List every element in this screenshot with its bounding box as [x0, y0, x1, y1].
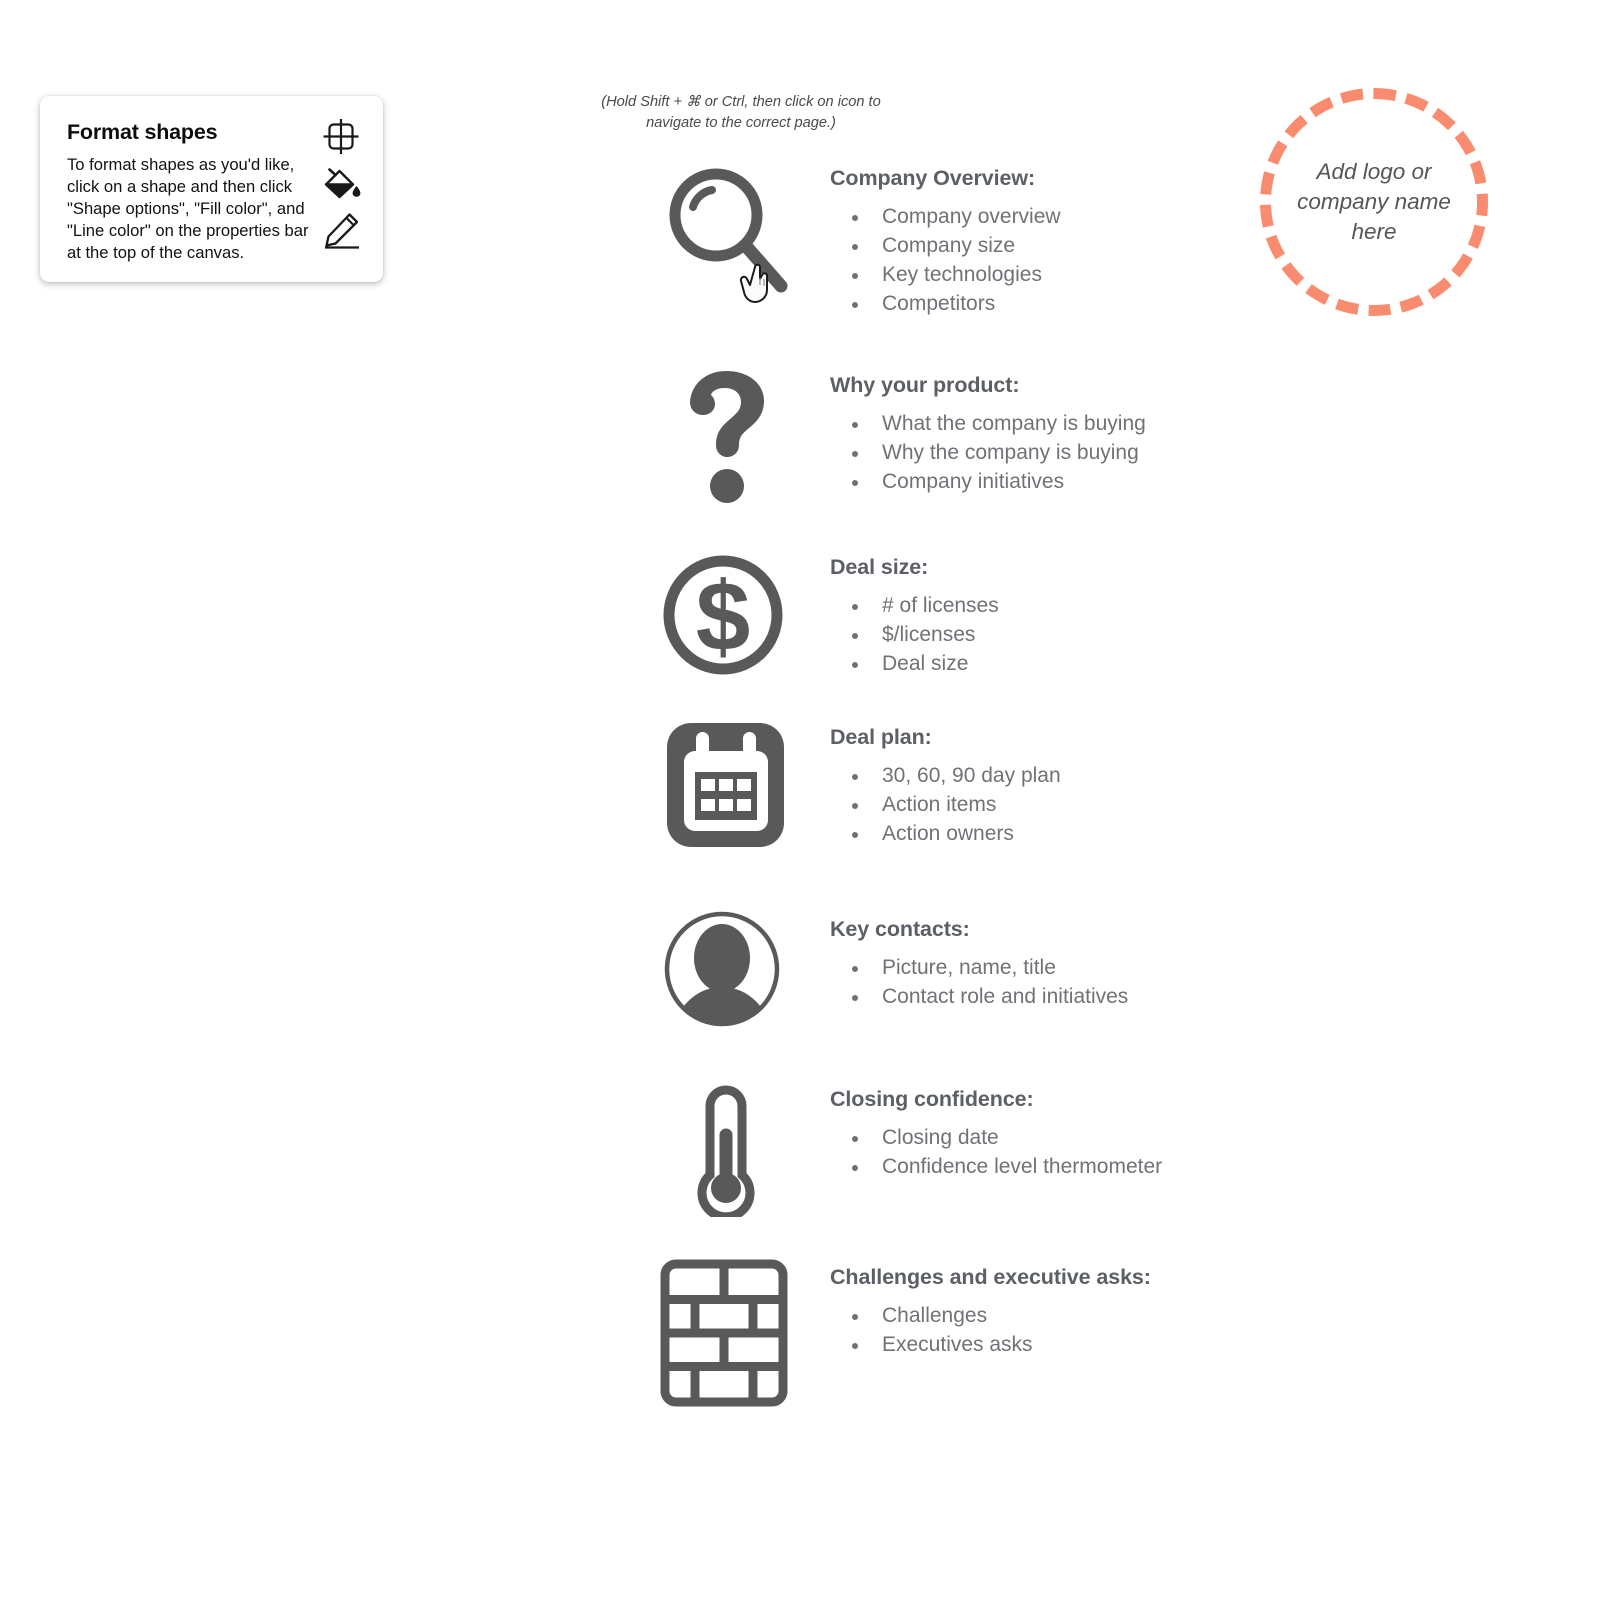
- crosshair-select-icon[interactable]: [321, 118, 361, 156]
- section-bullet-list: [830, 1302, 1151, 1360]
- section-heading: Challenges and executive asks:: [830, 1264, 1151, 1289]
- question-mark-icon[interactable]: [660, 367, 792, 507]
- section-challenges-and-executive-asks: [660, 1259, 1300, 1407]
- section-deal-size: [660, 549, 1300, 681]
- list-item: Executives asks: [830, 1331, 1151, 1360]
- section-key-contacts: [660, 911, 1300, 1033]
- section-list: [660, 160, 1300, 1407]
- list-item: Why the company is buying: [830, 439, 1146, 468]
- format-shapes-body: To format shapes as you'd like, click on a shape and then click "Shape options", "Fill color", and "Line color" on the properties bar at the top of the canvas.: [67, 155, 309, 262]
- section-bullet-list: [830, 762, 1061, 849]
- brick-wall-icon[interactable]: [660, 1259, 792, 1407]
- list-item: Company initiatives: [830, 468, 1146, 497]
- list-item: 30, 60, 90 day plan: [830, 762, 1061, 791]
- list-item: Company size: [830, 232, 1061, 261]
- section-text-block: [792, 160, 1061, 319]
- list-item: Confidence level thermometer: [830, 1153, 1162, 1182]
- section-heading: Company Overview:: [830, 166, 1036, 190]
- list-item: Picture, name, title: [830, 954, 1128, 983]
- list-item: Action items: [830, 791, 1061, 820]
- section-heading: Closing confidence:: [830, 1086, 1034, 1111]
- list-item: Challenges: [830, 1302, 1151, 1331]
- section-bullet-list: [830, 592, 999, 679]
- section-bullet-list: [830, 203, 1061, 319]
- section-heading: Deal plan:: [830, 724, 932, 749]
- person-avatar-icon[interactable]: [660, 911, 792, 1033]
- logo-placeholder-text: Add logo or company name here: [1297, 159, 1451, 244]
- section-deal-plan: [660, 719, 1300, 851]
- list-item: # of licenses: [830, 592, 999, 621]
- list-item: Competitors: [830, 290, 1061, 319]
- list-item: What the company is buying: [830, 410, 1146, 439]
- format-shapes-title: Format shapes: [67, 120, 218, 144]
- list-item: Deal size: [830, 650, 999, 679]
- dollar-coin-icon[interactable]: [660, 549, 792, 681]
- section-text-block: [792, 549, 999, 679]
- section-why-your-product: [660, 367, 1300, 507]
- section-heading: Why your product:: [830, 372, 1020, 397]
- navigation-hint-note: (Hold Shift + ⌘ or Ctrl, then click on icon to navigate to the correct page.): [601, 94, 881, 132]
- magnifying-glass-icon[interactable]: [660, 160, 792, 318]
- calendar-icon[interactable]: [660, 719, 792, 851]
- section-company-overview: [660, 160, 1300, 319]
- paint-bucket-fill-icon[interactable]: [321, 167, 361, 201]
- pencil-line-color-icon[interactable]: [321, 212, 361, 250]
- section-text-block: [792, 719, 1061, 849]
- svg-text:$: $: [695, 560, 751, 671]
- list-item: Action owners: [830, 820, 1061, 849]
- section-heading: Key contacts:: [830, 916, 970, 941]
- section-bullet-list: [830, 1124, 1162, 1182]
- section-bullet-list: [830, 410, 1146, 497]
- section-text-block: [792, 911, 1128, 1012]
- list-item: Key technologies: [830, 261, 1061, 290]
- list-item: $/licenses: [830, 621, 999, 650]
- section-text-block: [792, 367, 1146, 497]
- format-shapes-icon-group: [317, 118, 365, 250]
- list-item: Company overview: [830, 203, 1061, 232]
- section-closing-confidence: [660, 1081, 1300, 1217]
- section-text-block: [792, 1081, 1162, 1182]
- list-item: Contact role and initiatives: [830, 983, 1128, 1012]
- thermometer-icon[interactable]: [660, 1081, 792, 1217]
- section-bullet-list: [830, 954, 1128, 1012]
- section-heading: Deal size:: [830, 554, 929, 579]
- list-item: Closing date: [830, 1124, 1162, 1153]
- section-text-block: [792, 1259, 1151, 1360]
- format-shapes-card: [40, 96, 383, 282]
